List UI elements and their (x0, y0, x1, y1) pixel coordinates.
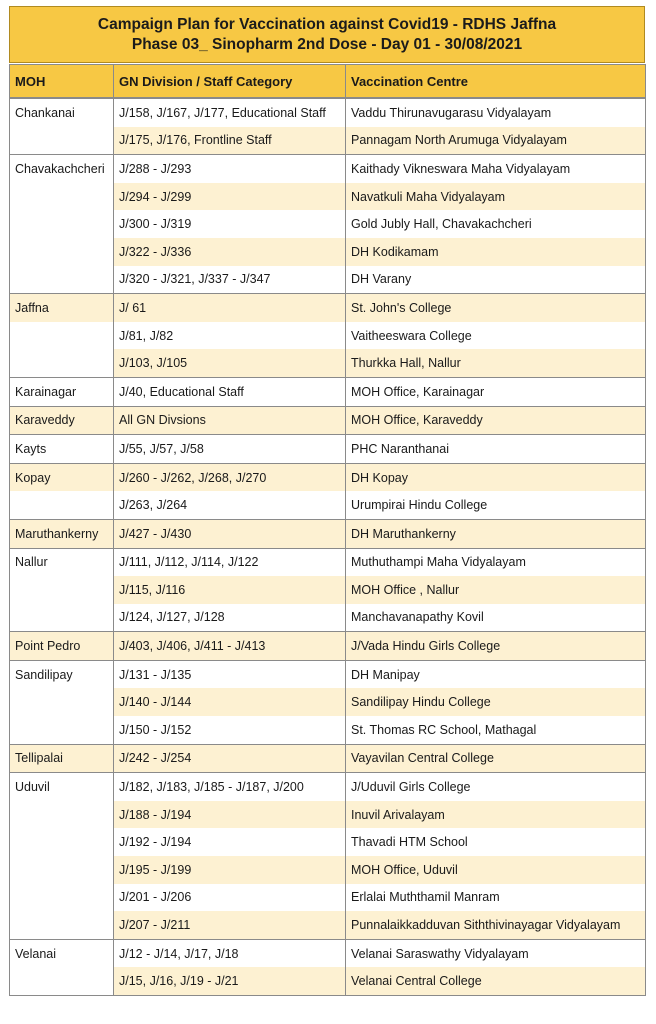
vaccination-centre-cell: Sandilipay Hindu College (346, 688, 646, 716)
gn-division-cell: J/111, J/112, J/114, J/122 (114, 548, 346, 576)
gn-division-cell: J/300 - J/319 (114, 210, 346, 238)
gn-division-cell: J/207 - J/211 (114, 911, 346, 939)
moh-cell (10, 127, 114, 155)
moh-cell: Nallur (10, 548, 114, 576)
table-row (10, 632, 646, 661)
table-row (10, 856, 646, 884)
gn-division-cell: J/195 - J/199 (114, 856, 346, 884)
moh-cell (10, 828, 114, 856)
table-row (10, 98, 646, 127)
moh-cell (10, 210, 114, 238)
vaccination-centre-cell: Thurkka Hall, Nallur (346, 349, 646, 377)
vaccination-centre-cell: J/Uduvil Girls College (346, 773, 646, 801)
moh-cell (10, 266, 114, 294)
table-row (10, 377, 646, 406)
vaccination-centre-cell: DH Manipay (346, 660, 646, 688)
gn-division-cell: J/175, J/176, Frontline Staff (114, 127, 346, 155)
table-row (10, 210, 646, 238)
table-body (10, 98, 646, 996)
moh-cell: Kayts (10, 435, 114, 464)
vaccination-centre-cell: Vaitheeswara College (346, 322, 646, 350)
gn-division-cell: J/81, J/82 (114, 322, 346, 350)
gn-division-cell: J/124, J/127, J/128 (114, 604, 346, 632)
gn-division-cell: J/158, J/167, J/177, Educational Staff (114, 98, 346, 127)
vaccination-centre-cell: DH Kodikamam (346, 238, 646, 266)
table-row (10, 576, 646, 604)
vaccination-centre-cell: DH Maruthankerny (346, 519, 646, 548)
table-row (10, 322, 646, 350)
gn-division-cell: J/150 - J/152 (114, 716, 346, 744)
table-row (10, 548, 646, 576)
moh-cell (10, 688, 114, 716)
column-header-vaccination-centre: Vaccination Centre (346, 65, 646, 99)
vaccination-centre-cell: Vaddu Thirunavugarasu Vidyalayam (346, 98, 646, 127)
vaccination-centre-cell: St. John's College (346, 294, 646, 322)
vaccination-centre-cell: Punnalaikkadduvan Siththivinayagar Vidyalayam (346, 911, 646, 939)
table-row (10, 491, 646, 519)
moh-cell (10, 716, 114, 744)
gn-division-cell: J/131 - J/135 (114, 660, 346, 688)
gn-division-cell: J/288 - J/293 (114, 155, 346, 183)
vaccination-centre-cell: Gold Jubly Hall, Chavakachcheri (346, 210, 646, 238)
gn-division-cell: J/322 - J/336 (114, 238, 346, 266)
vaccination-centre-cell: Velanai Saraswathy Vidyalayam (346, 939, 646, 967)
moh-cell (10, 967, 114, 995)
table-row (10, 406, 646, 435)
table-row (10, 967, 646, 995)
gn-division-cell: J/260 - J/262, J/268, J/270 (114, 463, 346, 491)
gn-division-cell: J/12 - J/14, J/17, J/18 (114, 939, 346, 967)
gn-division-cell: J/427 - J/430 (114, 519, 346, 548)
table-header-row (10, 65, 646, 99)
moh-cell: Maruthankerny (10, 519, 114, 548)
vaccination-centre-cell: Erlalai Muththamil Manram (346, 884, 646, 912)
moh-cell (10, 604, 114, 632)
vaccination-centre-cell: Inuvil Arivalayam (346, 801, 646, 829)
table-row (10, 744, 646, 773)
moh-cell (10, 322, 114, 350)
gn-division-cell: J/403, J/406, J/411 - J/413 (114, 632, 346, 661)
moh-cell: Karaveddy (10, 406, 114, 435)
moh-cell: Jaffna (10, 294, 114, 322)
moh-cell: Chankanai (10, 98, 114, 127)
table-row (10, 911, 646, 939)
vaccination-centre-cell: DH Kopay (346, 463, 646, 491)
table-row (10, 884, 646, 912)
moh-cell: Chavakachcheri (10, 155, 114, 183)
gn-division-cell: J/188 - J/194 (114, 801, 346, 829)
vaccination-centre-cell: MOH Office, Karaveddy (346, 406, 646, 435)
vaccination-centre-cell: MOH Office, Karainagar (346, 377, 646, 406)
title-line-2: Phase 03_ Sinopharm 2nd Dose - Day 01 - 30/08/2021 (131, 35, 523, 53)
table-row (10, 688, 646, 716)
vaccination-centre-cell: Urumpirai Hindu College (346, 491, 646, 519)
gn-division-cell: J/ 61 (114, 294, 346, 322)
moh-cell (10, 801, 114, 829)
gn-division-cell: J/201 - J/206 (114, 884, 346, 912)
moh-cell: Karainagar (10, 377, 114, 406)
gn-division-cell: J/15, J/16, J/19 - J/21 (114, 967, 346, 995)
gn-division-cell: J/182, J/183, J/185 - J/187, J/200 (114, 773, 346, 801)
moh-cell (10, 576, 114, 604)
table-row (10, 238, 646, 266)
moh-cell (10, 238, 114, 266)
moh-cell (10, 884, 114, 912)
moh-cell: Point Pedro (10, 632, 114, 661)
moh-cell: Velanai (10, 939, 114, 967)
gn-division-cell: All GN Divsions (114, 406, 346, 435)
vaccination-plan-table (9, 64, 646, 996)
moh-cell: Kopay (10, 463, 114, 491)
vaccination-centre-cell: Vayavilan Central College (346, 744, 646, 773)
gn-division-cell: J/115, J/116 (114, 576, 346, 604)
vaccination-centre-cell: Velanai Central College (346, 967, 646, 995)
moh-cell (10, 183, 114, 211)
vaccination-centre-cell: Manchavanapathy Kovil (346, 604, 646, 632)
gn-division-cell: J/263, J/264 (114, 491, 346, 519)
gn-division-cell: J/40, Educational Staff (114, 377, 346, 406)
table-row (10, 604, 646, 632)
vaccination-centre-cell: J/Vada Hindu Girls College (346, 632, 646, 661)
column-header-gn-division: GN Division / Staff Category (114, 65, 346, 99)
table-row (10, 801, 646, 829)
gn-division-cell: J/294 - J/299 (114, 183, 346, 211)
table-row (10, 660, 646, 688)
vaccination-centre-cell: Navatkuli Maha Vidyalayam (346, 183, 646, 211)
title-line-1: Campaign Plan for Vaccination against Covid19 - RDHS Jaffna (97, 15, 557, 33)
table-row (10, 183, 646, 211)
vaccination-centre-cell: MOH Office , Nallur (346, 576, 646, 604)
column-header-moh: MOH (10, 65, 114, 99)
gn-division-cell: J/140 - J/144 (114, 688, 346, 716)
gn-division-cell: J/192 - J/194 (114, 828, 346, 856)
vaccination-centre-cell: Thavadi HTM School (346, 828, 646, 856)
gn-division-cell: J/55, J/57, J/58 (114, 435, 346, 464)
title-banner (9, 6, 645, 63)
vaccination-centre-cell: PHC Naranthanai (346, 435, 646, 464)
moh-cell (10, 911, 114, 939)
table-row (10, 939, 646, 967)
table-row (10, 463, 646, 491)
moh-cell: Sandilipay (10, 660, 114, 688)
gn-division-cell: J/320 - J/321, J/337 - J/347 (114, 266, 346, 294)
vaccination-centre-cell: St. Thomas RC School, Mathagal (346, 716, 646, 744)
vaccination-centre-cell: Kaithady Vikneswara Maha Vidyalayam (346, 155, 646, 183)
gn-division-cell: J/103, J/105 (114, 349, 346, 377)
moh-cell (10, 856, 114, 884)
table-row (10, 349, 646, 377)
table-row (10, 266, 646, 294)
table-row (10, 773, 646, 801)
moh-cell: Tellipalai (10, 744, 114, 773)
table-row (10, 716, 646, 744)
table-row (10, 155, 646, 183)
table-row (10, 435, 646, 464)
table-row (10, 519, 646, 548)
vaccination-centre-cell: MOH Office, Uduvil (346, 856, 646, 884)
gn-division-cell: J/242 - J/254 (114, 744, 346, 773)
moh-cell: Uduvil (10, 773, 114, 801)
table-row (10, 127, 646, 155)
moh-cell (10, 349, 114, 377)
vaccination-centre-cell: DH Varany (346, 266, 646, 294)
vaccination-centre-cell: Pannagam North Arumuga Vidyalayam (346, 127, 646, 155)
moh-cell (10, 491, 114, 519)
table-row (10, 294, 646, 322)
table-row (10, 828, 646, 856)
vaccination-centre-cell: Muthuthampi Maha Vidyalayam (346, 548, 646, 576)
